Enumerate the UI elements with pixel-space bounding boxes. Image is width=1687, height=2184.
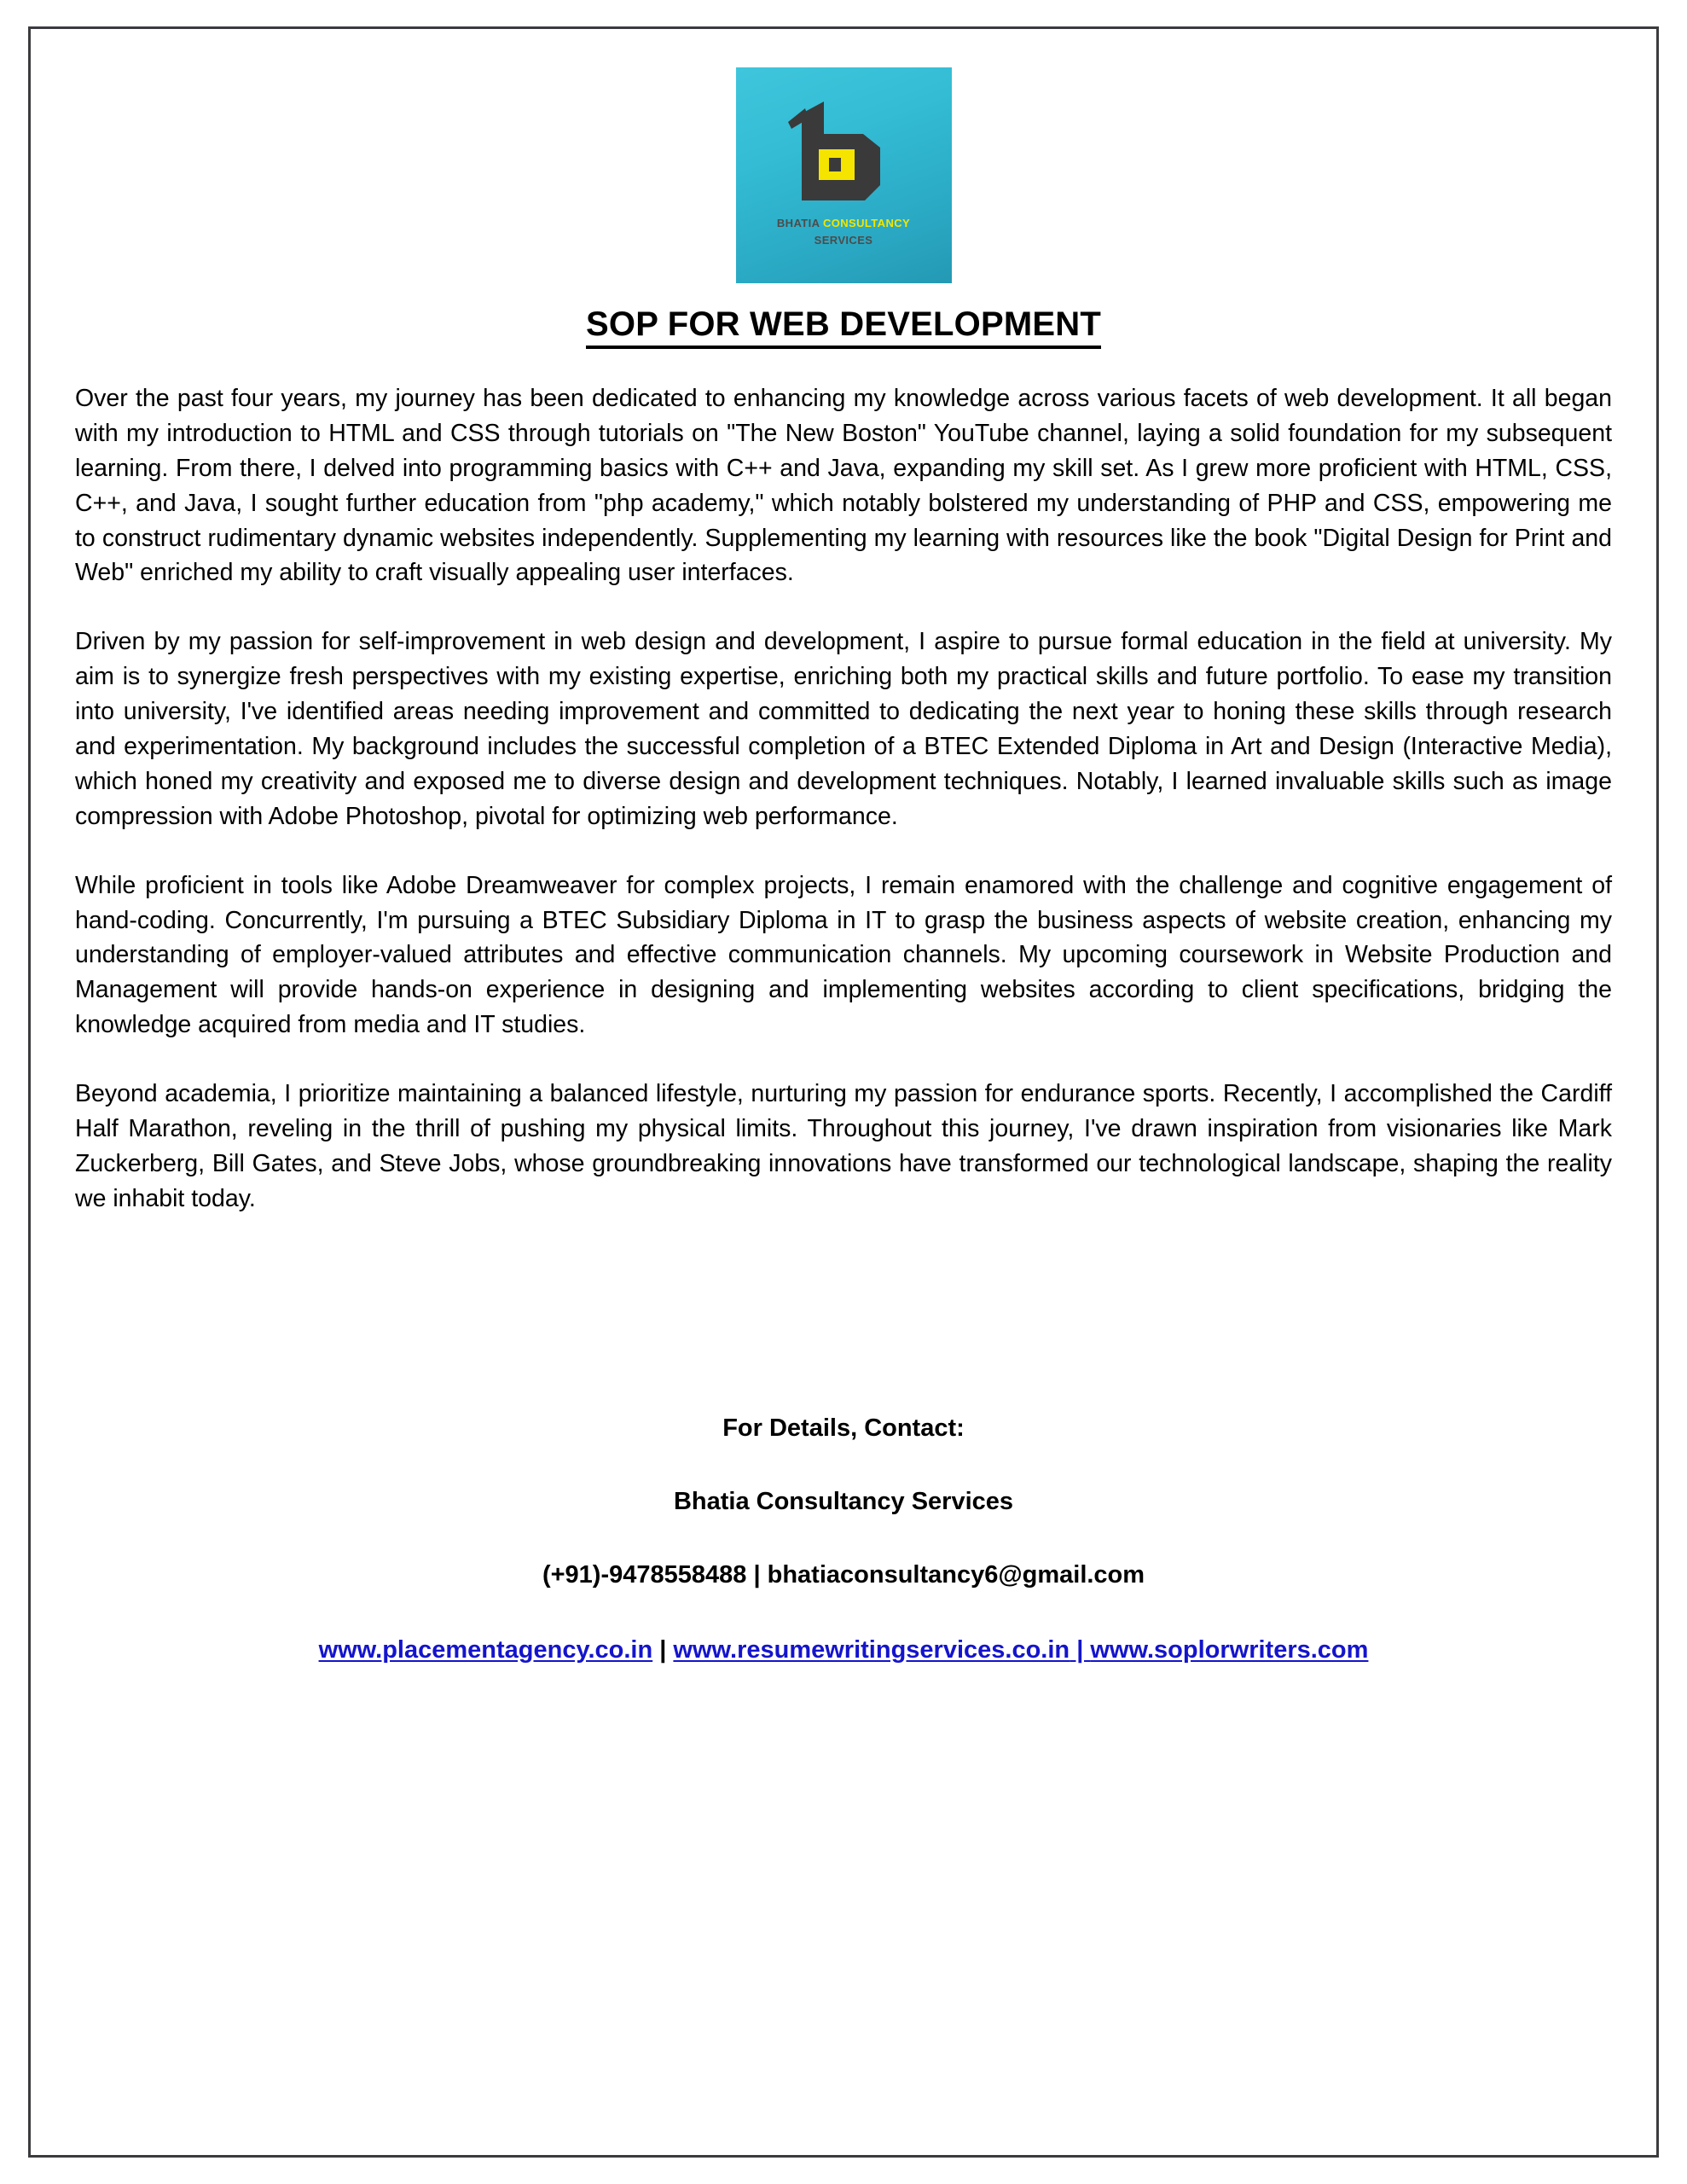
footer-details-label: For Details, Contact: [722, 1414, 965, 1442]
logo-caption-services: SERVICES [814, 233, 873, 247]
logo-b-mark-icon [736, 100, 952, 211]
link-separator-2: | [1070, 1635, 1091, 1664]
document-body [75, 381, 1612, 1217]
paragraph-4: Beyond academia, I prioritize maintaining a balanced lifestyle, nurturing my passion for endurance sports. Recently, I accomplished the Cardiff Half Marathon, reveling in the thrill of pushing my physical limits. Throughout this journey, I've drawn inspiration from visionaries like Mark Zuckerberg, Bill Gates, and Steve Jobs, whose groundbreaking innovations have transformed our technological landscape, shaping the reality we inhabit today. [75, 1080, 1612, 1212]
footer-contact-info: (+91)-9478558488 | bhatiaconsultancy6@gmail.com [542, 1560, 1145, 1589]
link-resumewritingservices[interactable]: www.resumewritingservices.co.in [673, 1635, 1070, 1664]
page-content [28, 26, 1659, 2158]
logo-caption [736, 215, 952, 247]
footer-links [75, 1636, 1612, 1664]
footer-company-name: Bhatia Consultancy Services [673, 1487, 1014, 1515]
logo-caption-bhatia: BHATIA [776, 216, 823, 229]
paragraph-1: Over the past four years, my journey has been dedicated to enhancing my knowledge across various facets of web development. It all began with my introduction to HTML and CSS through tutorials on "The New Boston" YouTube channel, laying a solid foundation for my subsequent learning. From there, I delved into programming basics with C++ and Java, expanding my skill set. As I grew more proficient with HTML, CSS, C++, and Java, I sought further education from "php academy," which notably bolstered my understanding of PHP and CSS, empowering me to construct rudimentary dynamic websites independently. Supplementing my learning with resources like the book "Digital Design for Print and Web" enriched my ability to craft visually appealing user interfaces. [75, 385, 1612, 587]
paragraph-3: While proficient in tools like Adobe Dreamweaver for complex projects, I remain enamored with the challenge and cognitive engagement of hand-coding. Concurrently, I'm pursuing a BTEC Subsidiary Diploma in IT to grasp the business aspects of website creation, enhancing my understanding of employer-valued attributes and effective communication channels. My upcoming coursework in Website Production and Management will provide hands-on experience in designing and implementing websites according to client specifications, bridging the knowledge acquired from media and IT studies. [75, 871, 1612, 1039]
link-separator-1: | [652, 1635, 674, 1664]
document-footer [75, 1414, 1612, 1664]
page-title-text: SOP FOR WEB DEVELOPMENT [586, 305, 1101, 349]
link-placementagency[interactable]: www.placementagency.co.in [318, 1635, 653, 1664]
page-title [75, 305, 1612, 344]
link-soplorwriters[interactable]: www.soplorwriters.com [1090, 1635, 1369, 1664]
bhatia-consultancy-logo [736, 67, 952, 283]
paragraph-2: Driven by my passion for self-improvement in web design and development, I aspire to pursue formal education in the field at university. My aim is to synergize fresh perspectives with my existing expertise, enriching both my practical skills and future portfolio. To ease my transition into university, I've identified areas needing improvement and committed to dedicating the next year to honing these skills through research and experimentation. My background includes the successful completion of a BTEC Extended Diploma in Art and Design (Interactive Media), which honed my creativity and exposed me to diverse design and development techniques. Notably, I learned invaluable skills such as image compression with Adobe Photoshop, pivotal for optimizing web performance. [75, 628, 1612, 830]
logo-caption-consultancy: CONSULTANCY [822, 216, 911, 229]
logo-container [75, 67, 1612, 283]
